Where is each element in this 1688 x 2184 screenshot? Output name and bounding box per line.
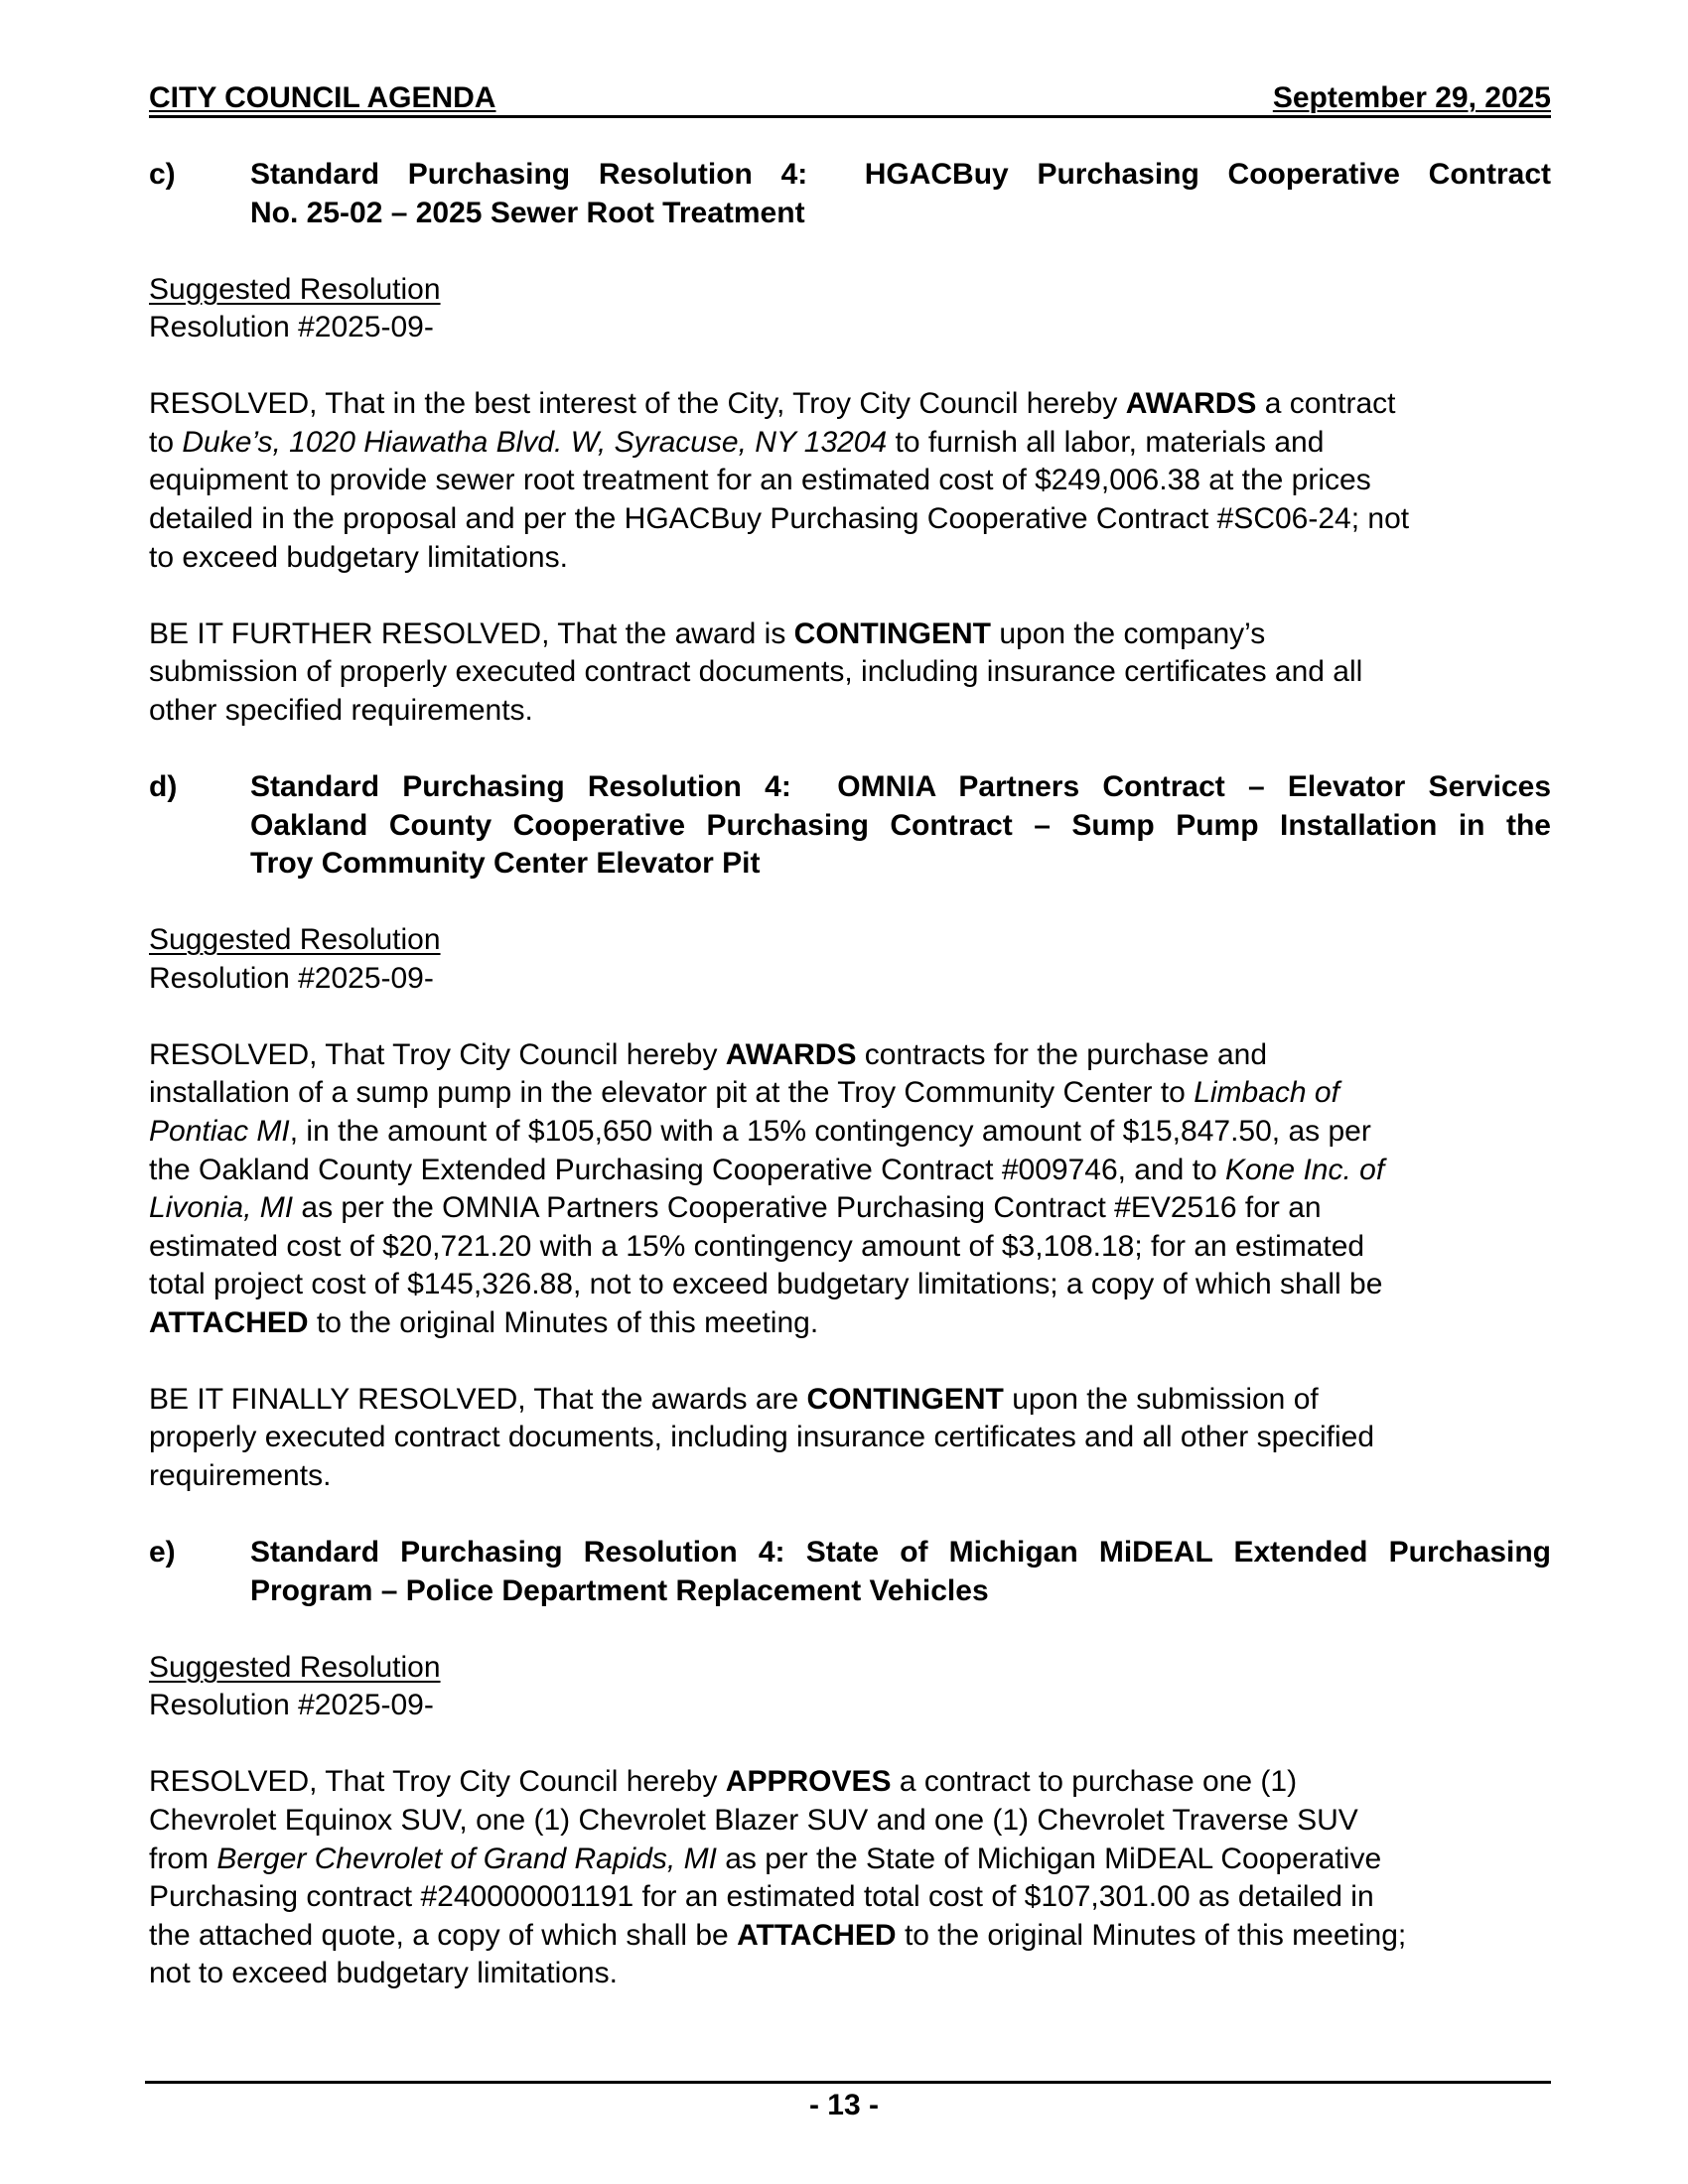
item-title-text: [250, 1534, 1551, 1610]
text-run: the Oakland County Extended Purchasing Cooperative Contract #009746, and to: [149, 1153, 1226, 1186]
item-title-line: Troy Community Center Elevator Pit: [250, 847, 761, 881]
resolution-number: Resolution #2025-09-: [149, 961, 434, 995]
item-title-line: Standard Purchasing Resolution 4: State of Michigan MiDEAL Extended Purchasing: [250, 1536, 1551, 1570]
text-run: requirements.: [149, 1459, 332, 1493]
paragraph-line: [149, 1802, 1551, 1841]
item-title-line: Oakland County Cooperative Purchasing Contract – Sump Pump Installation in the: [250, 808, 1551, 842]
paragraph-line: [149, 1228, 1551, 1267]
text-run: from: [149, 1842, 217, 1875]
item-title-line: Program – Police Department Replacement Vehicles: [250, 1573, 989, 1607]
resolution-number: Resolution #2025-09-: [149, 1689, 434, 1722]
text-run: a contract: [1256, 387, 1396, 421]
blank-line: [149, 1610, 1551, 1649]
agenda-title: CITY COUNCIL AGENDA: [149, 81, 496, 114]
agenda-item: [149, 768, 1551, 1496]
item-letter: d): [149, 769, 178, 803]
emphasis-bold: APPROVES: [725, 1765, 892, 1799]
paragraph-line: [149, 1113, 1551, 1152]
paragraph-line: [149, 1917, 1551, 1956]
text-run: to exceed budgetary limitations.: [149, 540, 568, 574]
emphasis-bold: ATTACHED: [149, 1305, 309, 1339]
paragraph-line: [149, 1189, 1551, 1228]
item-letter: e): [149, 1536, 176, 1570]
resolution-paragraph: [149, 1381, 1551, 1496]
blank-line: [149, 730, 1551, 768]
suggested-resolution-label: [149, 1649, 1551, 1688]
emphasis-bold: AWARDS: [725, 1037, 857, 1071]
page-header: [149, 81, 1551, 118]
item-title: [149, 1534, 1551, 1610]
blank-line: [149, 347, 1551, 386]
item-title: [149, 156, 1551, 232]
agenda-item: [149, 156, 1551, 730]
text-run: to: [149, 425, 183, 459]
item-title-text: [250, 768, 1551, 884]
text-run: submission of properly executed contract documents, including insurance certificates and all: [149, 655, 1363, 689]
emphasis-bold: AWARDS: [1125, 387, 1257, 421]
text-run: RESOLVED, That in the best interest of the City, Troy City Council hereby: [149, 387, 1126, 421]
paragraph-line: [149, 1152, 1551, 1190]
text-run: BE IT FINALLY RESOLVED, That the awards are: [149, 1382, 807, 1416]
blank-line: [149, 884, 1551, 922]
item-letter: c): [149, 158, 176, 191]
item-title-line: Standard Purchasing Resolution 4: HGACBuy Purchasing Cooperative Contract: [250, 158, 1551, 191]
text-run: Purchasing contract #240000001191 for an estimated total cost of $107,301.00 as detailed in: [149, 1880, 1374, 1914]
paragraph-line: [149, 692, 1551, 731]
paragraph-line: [149, 1036, 1551, 1075]
agenda-item: [149, 1534, 1551, 1993]
item-title: [149, 768, 1551, 884]
text-run: not to exceed budgetary limitations.: [149, 1957, 618, 1990]
text-run: upon the company’s: [991, 616, 1266, 650]
paragraph-line: [149, 1419, 1551, 1457]
text-run: to the original Minutes of this meeting.: [308, 1305, 819, 1339]
paragraph-line: [149, 1304, 1551, 1343]
text-run: as per the State of Michigan MiDEAL Cooperative: [716, 1842, 1382, 1875]
text-run: contracts for the purchase and: [856, 1037, 1268, 1071]
paragraph-line: [149, 462, 1551, 500]
emphasis-italic: Pontiac MI: [149, 1114, 290, 1148]
emphasis-bold: CONTINGENT: [793, 616, 991, 650]
agenda-date: September 29, 2025: [1272, 81, 1551, 114]
resolution-paragraph: [149, 1036, 1551, 1343]
paragraph-line: [149, 500, 1551, 539]
text-run: detailed in the proposal and per the HGACBuy Purchasing Cooperative Contract #SC06-24; not: [149, 502, 1410, 536]
resolution-paragraph: [149, 1763, 1551, 1992]
item-title-line: No. 25-02 – 2025 Sewer Root Treatment: [250, 196, 805, 229]
paragraph-line: [149, 615, 1551, 654]
paragraph-line: [149, 1457, 1551, 1496]
text-run: Chevrolet Equinox SUV, one (1) Chevrolet Blazer SUV and one (1) Chevrolet Traverse SUV: [149, 1804, 1358, 1838]
resolution-paragraph: [149, 615, 1551, 731]
text-run: equipment to provide sewer root treatment for an estimated cost of $249,006.38 at the prices: [149, 464, 1371, 497]
blank-line: [149, 1342, 1551, 1381]
page-number: - 13 -: [808, 2089, 880, 2121]
blank-line: [149, 1496, 1551, 1535]
blank-line: [149, 998, 1551, 1036]
text-run: upon the submission of: [1003, 1382, 1319, 1416]
paragraph-line: [149, 1074, 1551, 1113]
text-run: properly executed contract documents, including insurance certificates and all other specified: [149, 1421, 1375, 1454]
resolution-paragraph: [149, 385, 1551, 577]
item-title-line: Standard Purchasing Resolution 4: OMNIA Partners Contract – Elevator Services: [250, 769, 1551, 803]
suggested-resolution-text: Suggested Resolution: [149, 272, 441, 306]
paragraph-line: [149, 1266, 1551, 1304]
text-run: the attached quote, a copy of which shall be: [149, 1918, 738, 1952]
paragraph-line: [149, 424, 1551, 463]
text-run: other specified requirements.: [149, 693, 533, 727]
blank-line: [149, 577, 1551, 615]
emphasis-italic: Duke’s, 1020 Hiawatha Blvd. W, Syracuse, NY 13204: [182, 425, 888, 459]
blank-line: [149, 1725, 1551, 1764]
emphasis-bold: CONTINGENT: [806, 1382, 1004, 1416]
paragraph-line: [149, 1841, 1551, 1879]
emphasis-bold: ATTACHED: [737, 1918, 897, 1952]
paragraph-line: [149, 1955, 1551, 1993]
suggested-resolution-text: Suggested Resolution: [149, 1650, 441, 1684]
text-run: a contract to purchase one (1): [891, 1765, 1298, 1799]
text-run: as per the OMNIA Partners Cooperative Purchasing Contract #EV2516 for an: [293, 1191, 1322, 1225]
suggested-resolution-label: [149, 921, 1551, 960]
emphasis-italic: Kone Inc. of: [1225, 1153, 1385, 1186]
text-run: RESOLVED, That Troy City Council hereby: [149, 1765, 726, 1799]
resolution-number: Resolution #2025-09-: [149, 311, 434, 344]
paragraph-line: [149, 653, 1551, 692]
emphasis-italic: Livonia, MI: [149, 1191, 294, 1225]
text-run: total project cost of $145,326.88, not to exceed budgetary limitations; a copy of which shall be: [149, 1268, 1383, 1301]
footer-divider: [145, 2081, 1551, 2084]
emphasis-italic: Limbach of: [1194, 1076, 1339, 1110]
text-run: to furnish all labor, materials and: [887, 425, 1325, 459]
blank-line: [149, 232, 1551, 271]
text-run: to the original Minutes of this meeting;: [896, 1918, 1407, 1952]
text-run: RESOLVED, That Troy City Council hereby: [149, 1037, 726, 1071]
emphasis-italic: Berger Chevrolet of Grand Rapids, MI: [216, 1842, 717, 1875]
text-run: BE IT FURTHER RESOLVED, That the award is: [149, 616, 794, 650]
text-run: estimated cost of $20,721.20 with a 15% contingency amount of $3,108.18; for an estimated: [149, 1229, 1365, 1263]
paragraph-line: [149, 1381, 1551, 1420]
text-run: installation of a sump pump in the elevator pit at the Troy Community Center to: [149, 1076, 1195, 1110]
paragraph-line: [149, 385, 1551, 424]
paragraph-line: [149, 539, 1551, 578]
item-title-text: [250, 156, 1551, 232]
text-run: , in the amount of $105,650 with a 15% contingency amount of $15,847.50, as per: [289, 1114, 1371, 1148]
suggested-resolution-label: [149, 271, 1551, 310]
paragraph-line: [149, 1763, 1551, 1802]
paragraph-line: [149, 1878, 1551, 1917]
agenda-body: [149, 156, 1551, 1993]
suggested-resolution-text: Suggested Resolution: [149, 923, 441, 957]
